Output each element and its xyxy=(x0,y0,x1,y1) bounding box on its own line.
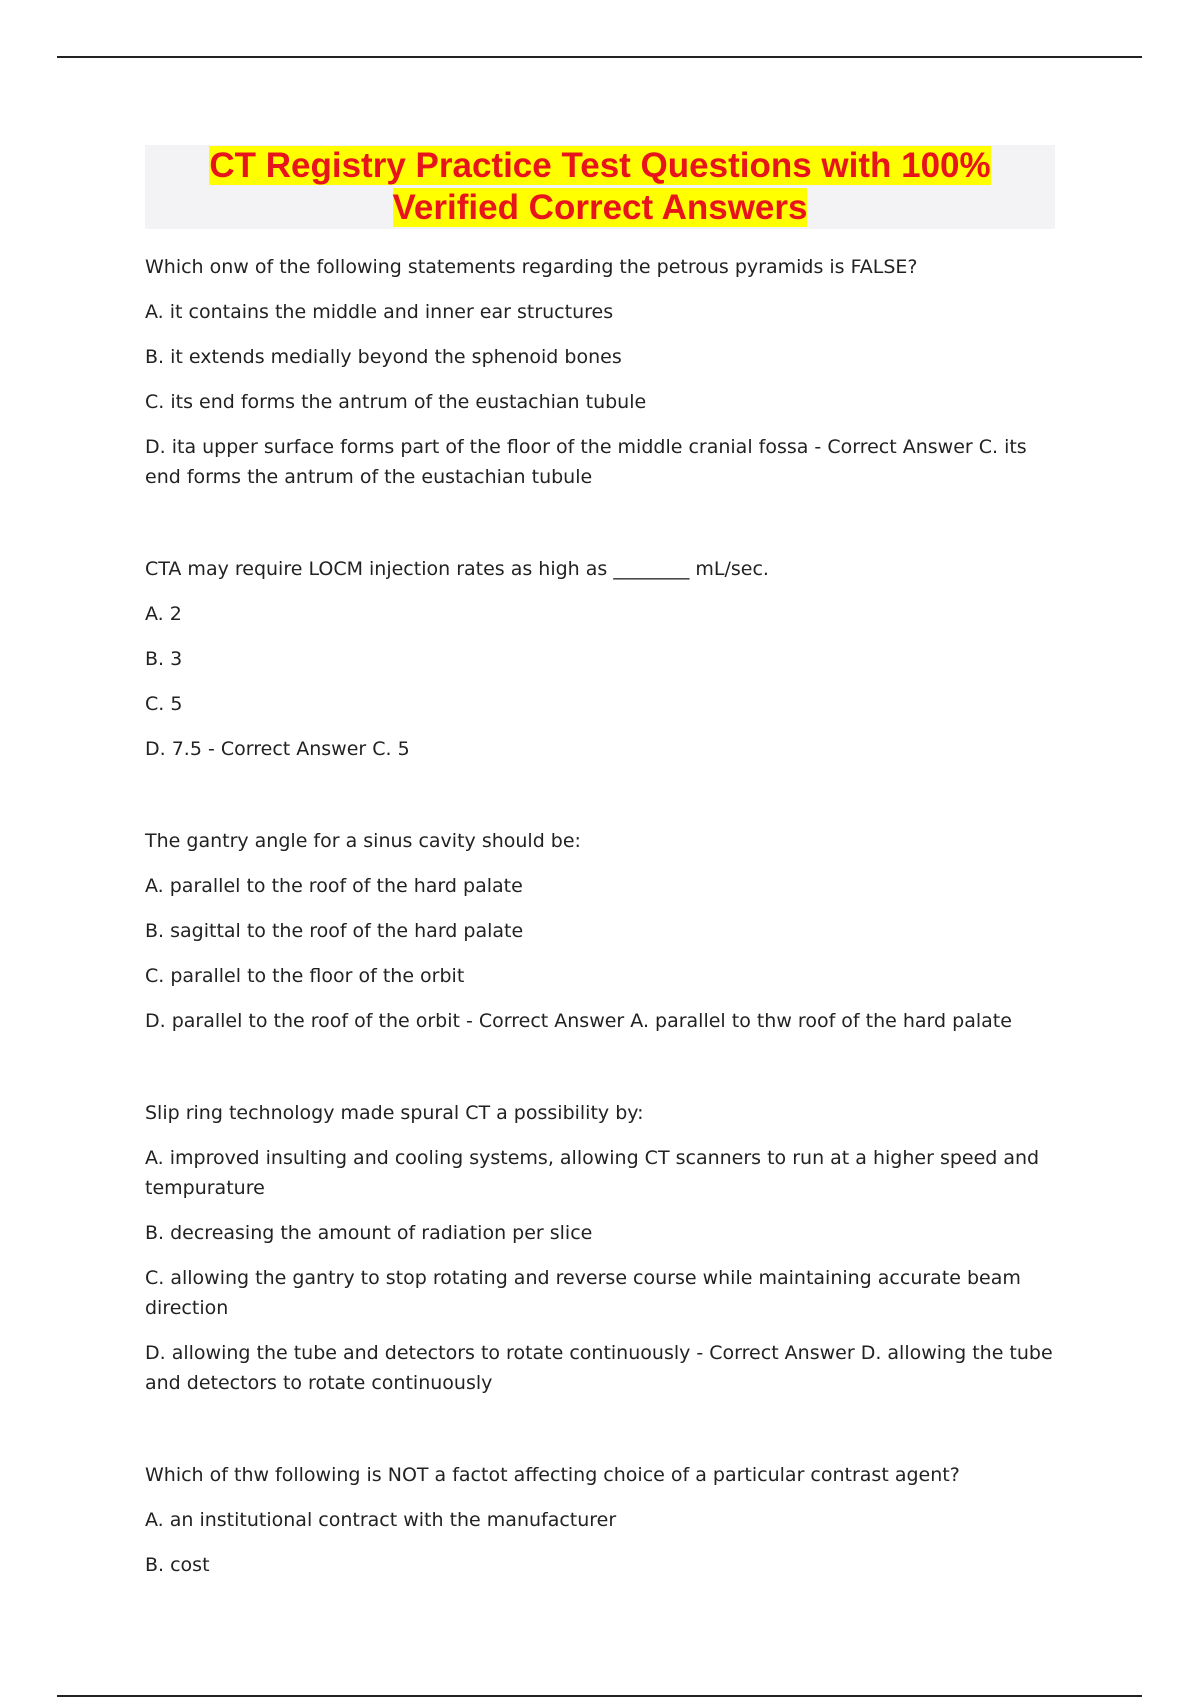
footer-rule xyxy=(57,1695,1142,1697)
question-block xyxy=(145,252,1060,492)
question-text: Which of thw following is NOT a factot affecting choice of a particular contrast agent? xyxy=(145,1464,960,1486)
question-block xyxy=(145,826,1060,1036)
question-block xyxy=(145,1098,1060,1398)
header-rule xyxy=(57,56,1142,58)
answer-option-with-correct-answer: D. parallel to the roof of the orbit - Correct Answer A. parallel to thw roof of the hard palate xyxy=(145,1010,1012,1032)
answer-option-with-correct-answer: D. ita upper surface forms part of the floor of the middle cranial fossa - Correct Answer C. its end forms the antrum of the eustachian tubule xyxy=(145,436,1027,488)
answer-option: A. it contains the middle and inner ear structures xyxy=(145,301,614,323)
question-block xyxy=(145,1460,1060,1580)
question-text: Which onw of the following statements regarding the petrous pyramids is FALSE? xyxy=(145,256,918,278)
answer-option: C. 5 xyxy=(145,693,183,715)
answer-option: C. its end forms the antrum of the eustachian tubule xyxy=(145,391,647,413)
answer-option: A. 2 xyxy=(145,603,182,625)
answer-option: B. it extends medially beyond the sphenoid bones xyxy=(145,346,622,368)
answer-option: C. parallel to the floor of the orbit xyxy=(145,965,465,987)
answer-option: B. decreasing the amount of radiation per slice xyxy=(145,1222,593,1244)
answer-option-with-correct-answer: D. allowing the tube and detectors to rotate continuously - Correct Answer D. allowing the tube and detectors to rotate continuously xyxy=(145,1342,1053,1394)
answer-option: A. parallel to the roof of the hard palate xyxy=(145,875,523,897)
question-text: CTA may require LOCM injection rates as high as ________ mL/sec. xyxy=(145,558,769,580)
title-banner xyxy=(145,145,1055,229)
answer-option: A. improved insulting and cooling systems, allowing CT scanners to run at a higher speed and tempurature xyxy=(145,1147,1040,1199)
question-block xyxy=(145,554,1060,764)
question-text: Slip ring technology made spural CT a possibility by: xyxy=(145,1102,644,1124)
answer-option: B. cost xyxy=(145,1554,210,1576)
answer-option: B. 3 xyxy=(145,648,183,670)
document-title: CT Registry Practice Test Questions with 100% Verified Correct Answers xyxy=(209,146,991,227)
answer-option-with-correct-answer: D. 7.5 - Correct Answer C. 5 xyxy=(145,738,410,760)
document-body xyxy=(145,252,1060,1642)
question-text: The gantry angle for a sinus cavity should be: xyxy=(145,830,581,852)
answer-option: B. sagittal to the roof of the hard palate xyxy=(145,920,524,942)
answer-option: C. allowing the gantry to stop rotating and reverse course while maintaining accurate beam direction xyxy=(145,1267,1021,1319)
answer-option: A. an institutional contract with the manufacturer xyxy=(145,1509,617,1531)
